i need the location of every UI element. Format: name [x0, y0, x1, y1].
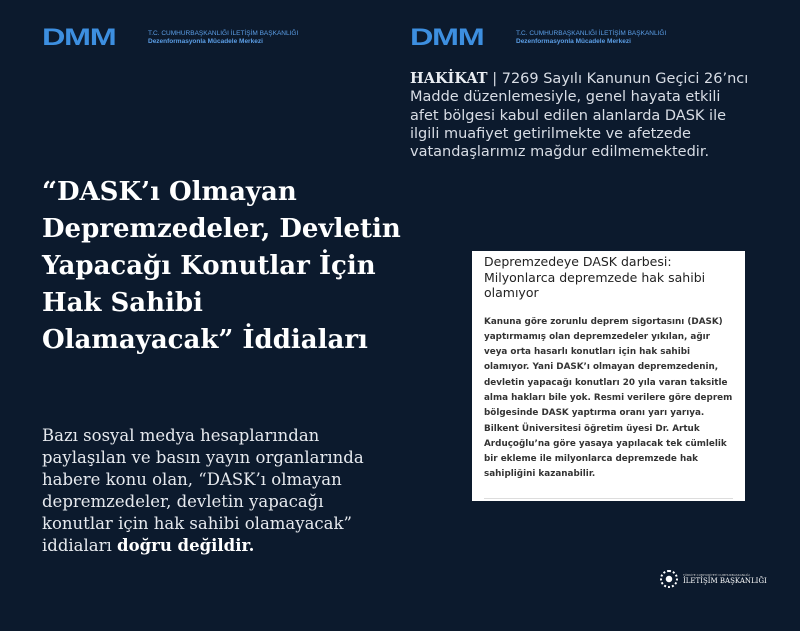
claim-text: Bazı sosyal medya hesaplarından paylaşılan ve basın yayın organlarında habere konu olan, “DASK’ı olmayan depremzedeler, devletin yapacağı konutlar için hak sahibi olamayacak” iddiaları — [42, 426, 364, 555]
org-line1: T.C. CUMHURBAŞKANLIĞI İLETİŞİM BAŞKANLIĞI — [148, 30, 299, 37]
divider — [484, 498, 733, 499]
claim-body — [42, 425, 382, 557]
claim-title: “DASK’ı Olmayan Depremzedeler, Devletin Yapacağı Konutlar İçin Hak Sahibi Olamayacak” İddiaları — [42, 177, 401, 355]
org-line2: Dezenformasyonla Mücadele Merkezi — [148, 38, 263, 45]
news-headline: Depremzedeye DASK darbesi: Milyonlarca depremzede hak sahibi olamıyor — [484, 254, 706, 300]
fact-separator: | — [487, 71, 502, 87]
org-line2: Dezenformasyonla Mücadele Merkezi — [516, 38, 631, 45]
news-body: Kanuna göre zorunlu deprem sigortasını (DASK) yaptırmamış olan depremzedeler yıkılan, ağır veya orta hasarlı konutları için hak sahibi olamıyor. Yani DASK’ı olmayan depremzedenin, devletin yapacağı konutları 20 yıla varan taksitle alma hakları bile yok. Resmi verilere göre deprem bölgesinde DASK yaptırma oranı yarı yarıya. Bilkent Üniversitesi öğretim üyesi Dr. Artuk Arduçoğlu’na göre yasaya yapılacak tek cümlelik bir ekleme ile milyonlarca depremzede hak sahipliğini kazanabilir. — [484, 316, 733, 480]
dmm-logo-mark: DMM — [410, 24, 484, 51]
footer-org-name: İLETİŞİM BAŞKANLIĞI — [683, 576, 767, 585]
dmm-logo-left — [42, 24, 299, 51]
org-line1: T.C. CUMHURBAŞKANLIĞI İLETİŞİM BAŞKANLIĞI — [516, 30, 667, 37]
dmm-logo-mark: DMM — [42, 24, 116, 51]
emblem-icon — [660, 570, 678, 588]
iletisim-logo — [660, 570, 767, 588]
fact-block — [410, 70, 750, 161]
dmm-logo-right — [410, 24, 667, 51]
fact-text: 7269 Sayılı Kanunun Geçici 26’ncı Madde düzenlemesiyle, genel hayata etkili afet bölgesi kabul edilen alanlarda DASK ile ilgili muafiyet getirilmekte ve afetzede vatandaşlarımız mağdur edilmemektedir. — [410, 71, 749, 161]
footer-org-small: TÜRKİYE CUMHURİYETİ CUMHURBAŞKANLIĞI — [683, 572, 750, 577]
claim-verdict: doğru değildir. — [117, 536, 255, 555]
fact-label: HAKİKAT — [410, 70, 488, 87]
news-screenshot-card — [472, 251, 745, 501]
